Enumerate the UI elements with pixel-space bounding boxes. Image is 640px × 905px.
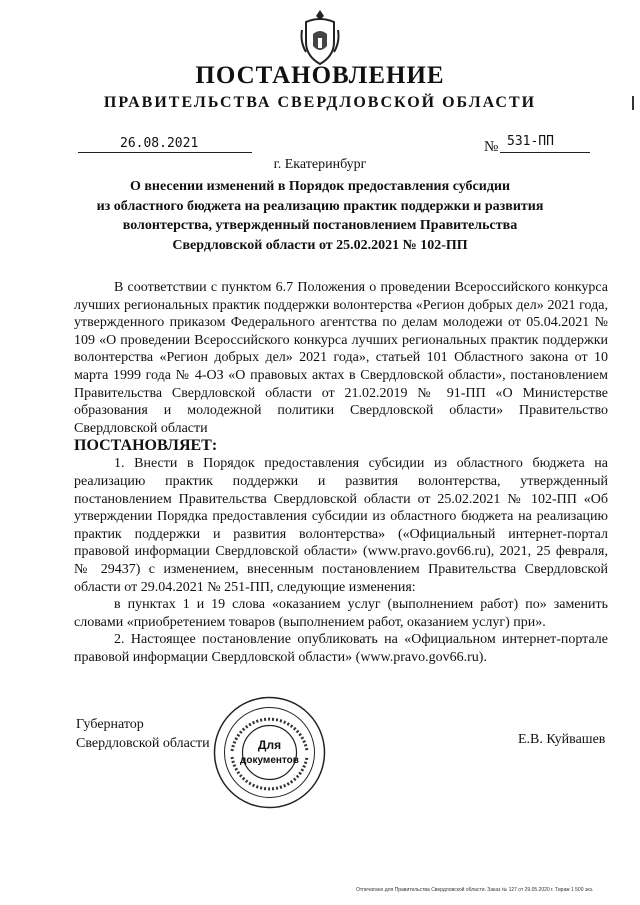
item-2-paragraph: 2. Настоящее постановление опубликовать на «Официальном интернет-портале правовой информации Свердловской области» (www.pravo.gov66.ru). xyxy=(74,632,608,665)
heading-line: из областного бюджета на реализацию практик поддержки и развития xyxy=(96,198,544,214)
heading-line: волонтерства, утвержденный постановлением Правительства xyxy=(122,218,518,233)
coat-of-arms-icon xyxy=(298,8,342,68)
page-edge-mark xyxy=(632,96,634,110)
document-title: ПОСТАНОВЛЕНИЕ xyxy=(195,62,445,89)
official-stamp xyxy=(212,695,327,810)
city: г. Екатеринбург xyxy=(273,157,367,172)
print-footer: Отпечатано для Правительства Свердловской области. Заказ № 127 от 29.05.2020 г. Тираж 1 500 экз. xyxy=(356,887,594,893)
document-number: 531-ПП xyxy=(507,134,554,149)
preamble-paragraph: В соответствии с пунктом 6.7 Положения о проведении Всероссийского конкурса лучших региональных практик поддержки волонтерства «Регион добрых дел» 2021 года, утвержденного приказом Федерального агентства по делам молодежи от 05.04.2021 № 109 «О проведении Всероссийского конкурса лучших региональных практик поддержки волонтерства «Регион добрых дел» 2021 года», статьей 101 Областного закона от 10 марта 1999 года № 4-ОЗ «О правовых актах в Свердловской области», постановлением Правительства Свердловской области от 21.02.2019 № 91-ПП «О Министерстве образования и молодежной политики Свердловской области» Правительство Свердловской области xyxy=(74,280,608,436)
item-1-paragraph: 1. Внести в Порядок предоставления субсидии из областного бюджета на реализацию практик поддержки и развития волонтерства, утвержденный постановлением Правительства Свердловской области от 25.02.2021 № 102-ПП «Об утверждении Порядка предоставления субсидии из областного бюджета на реализацию практик поддержки и развития волонтерства» («Официальный интернет-портал правовой информации Свердловской области» (www.pravo.gov66.ru), 2021, 25 февраля, № 29437) с изменением, внесенным постановлением Правительства Свердловской области от 29.04.2021 № 251-ПП, следующие изменения: xyxy=(74,456,608,595)
document-date: 26.08.2021 xyxy=(120,136,199,151)
date-underline xyxy=(78,152,252,153)
position-line: Губернатор xyxy=(76,717,144,732)
heading-line: Свердловской области от 25.02.2021 № 102-ПП xyxy=(172,237,468,253)
document-subtitle: ПРАВИТЕЛЬСТВА СВЕРДЛОВСКОЙ ОБЛАСТИ xyxy=(103,94,537,111)
number-underline xyxy=(500,152,590,153)
position-line: Свердловской области xyxy=(76,736,210,751)
signatory-position xyxy=(76,715,210,753)
document-body xyxy=(74,279,608,666)
document-heading xyxy=(70,177,570,255)
item-1-change-paragraph: в пунктах 1 и 19 слова «оказанием услуг (выполнением работ) по» заменить словами «приобретением товаров (выполнением работ, оказанием услуг) при». xyxy=(74,597,608,630)
heading-line: О внесении изменений в Порядок предоставления субсидии xyxy=(129,179,511,194)
stamp-text-line: документов xyxy=(240,755,299,766)
stamp-text-line: Для xyxy=(257,738,282,752)
number-label: № xyxy=(484,139,499,155)
signatory-name: Е.В. Куйвашев xyxy=(518,732,606,747)
decree-word: ПОСТАНОВЛЯЕТ: xyxy=(74,437,218,455)
